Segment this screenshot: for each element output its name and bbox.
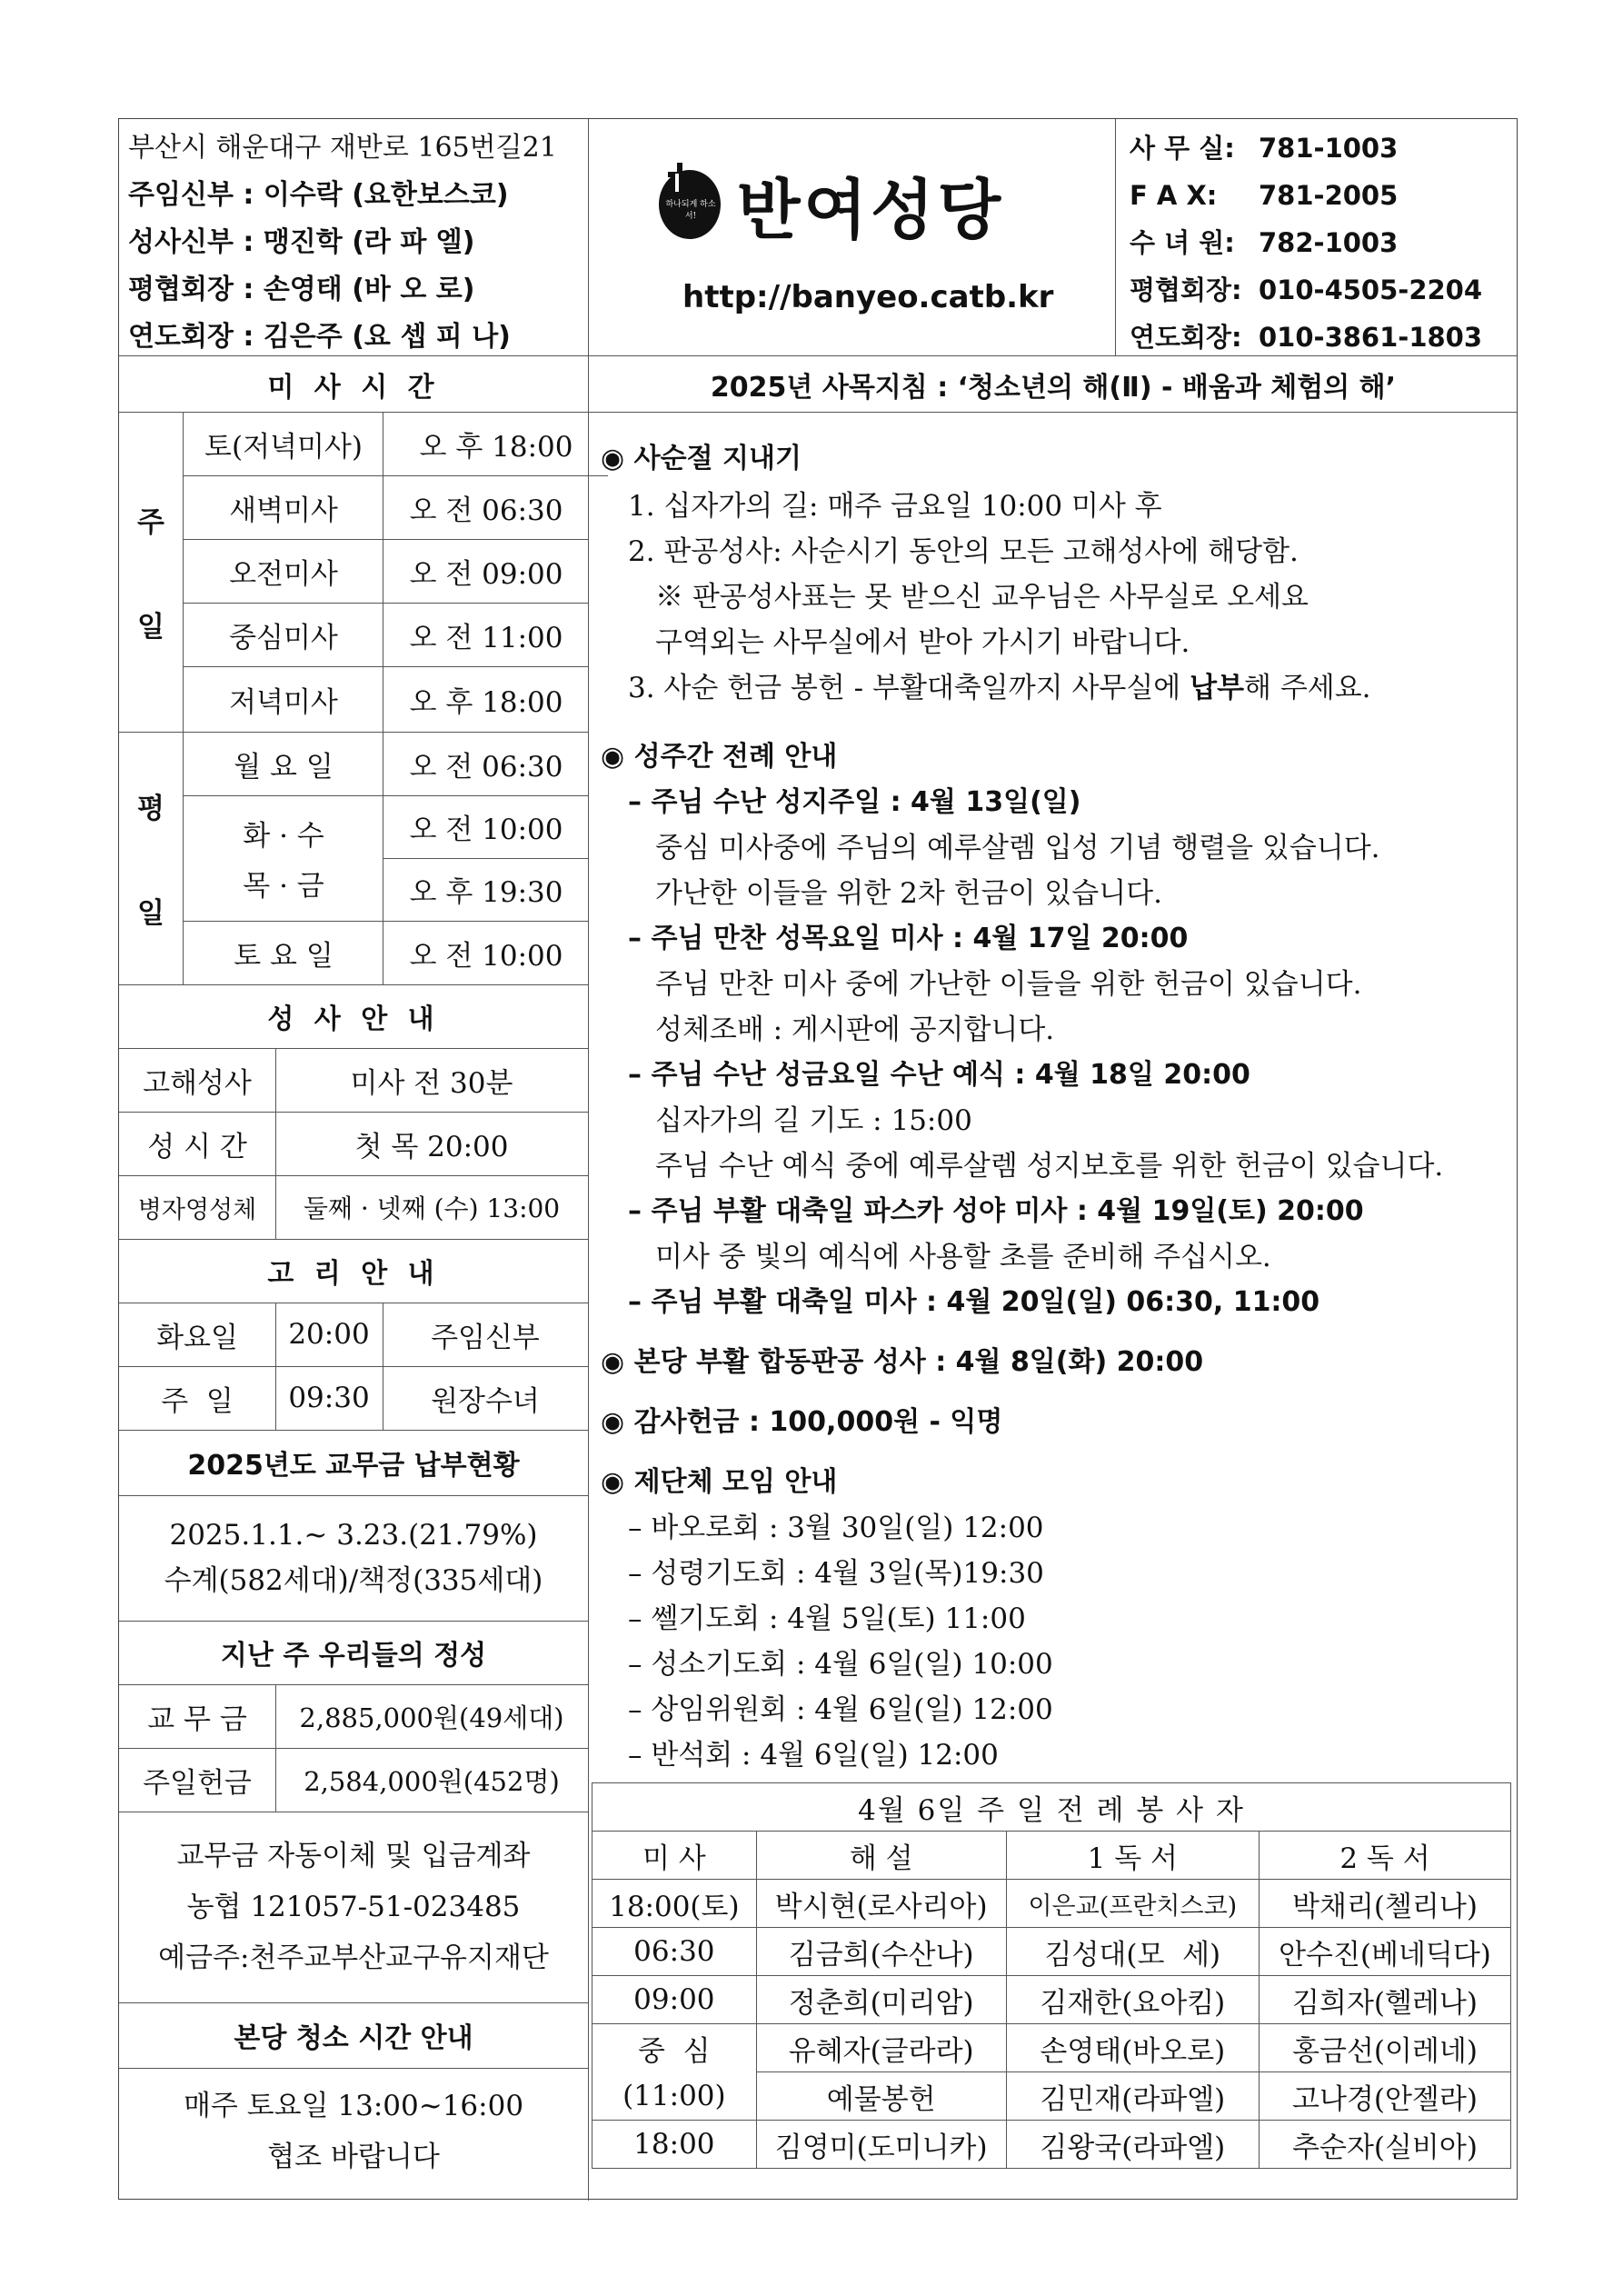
col-header: 미 사 <box>592 1832 757 1880</box>
holy-week-detail: 주님 만찬 미사 중에 가난한 이들을 위한 헌금이 있습니다. <box>655 968 1362 1001</box>
group-meeting: – 성소기도회 : 4월 6일(일) 10:00 <box>628 1648 1053 1681</box>
holy-week-title: ◉ 성주간 전례 안내 <box>601 741 838 773</box>
dues-status: 2025.1.1.~ 3.23.(21.79%) 수계(582세대)/책정(335세대) <box>164 1519 543 1597</box>
church-logo <box>657 161 722 243</box>
catechism-teacher: 주임신부 <box>431 1321 540 1354</box>
mass-time: 오 전 10:00 <box>409 939 563 973</box>
group-meeting: – 성령기도회 : 4월 3일(목)19:30 <box>628 1557 1044 1590</box>
catechism-time: 09:30 <box>288 1382 370 1414</box>
catechism-day: 화요일 <box>156 1321 238 1354</box>
table-row: 09:00 정춘희(미리암) 김재한(요아킴) 김희자(헬레나) <box>592 1976 1511 2024</box>
mass-schedule-title: 미 사 시 간 <box>267 372 440 404</box>
table-row: (11:00) 예물봉헌 김민재(라파엘) 고나경(안젤라) <box>592 2072 1511 2121</box>
lent-item: 1. 십자가의 길: 매주 금요일 10:00 미사 후 <box>628 490 1162 523</box>
contact-office: 사 무 실: 781-1003 <box>1130 133 1399 164</box>
holy-week-heading: – 주님 만찬 성목요일 미사 : 4월 17일 20:00 <box>628 923 1189 954</box>
offering-value: 2,885,000원(49세대) <box>299 1702 564 1733</box>
offering-label: 주일헌금 <box>143 1766 252 1800</box>
mass-time: 오 후 19:30 <box>409 876 563 909</box>
group-meeting: – 상임위원회 : 4월 6일(일) 12:00 <box>628 1693 1053 1726</box>
mass-time: 오 전 11:00 <box>409 621 563 654</box>
sacrament-label: 성 시 간 <box>147 1130 247 1163</box>
sacrament-value: 둘째 · 넷째 (수) 13:00 <box>303 1193 561 1223</box>
staff-assistant: 성사신부 : 맹진학 (라 파 엘) <box>128 226 475 258</box>
website-link[interactable]: http://banyeo.catb.kr <box>682 279 1054 315</box>
holy-week-heading: – 주님 수난 성지주일 : 4월 13일(일) <box>628 786 1081 818</box>
holy-week-detail: 미사 중 빛의 예식에 사용할 초를 준비해 주십시오. <box>655 1241 1271 1273</box>
group-meeting: – 반석회 : 4월 6일(일) 12:00 <box>628 1739 999 1772</box>
table-row: 18:00(토) 박시현(로사리아) 이은교(프란치스코) 박채리(첼리나) <box>592 1880 1511 1928</box>
liturgy-servers-table <box>592 1782 1511 2169</box>
dues-title: 2025년도 교무금 납부현황 <box>187 1450 520 1482</box>
confession-notice: ◉ 본당 부활 합동판공 성사 : 4월 8일(화) 20:00 <box>601 1346 1204 1378</box>
table-row: 중 심 유혜자(글라라) 손영태(바오로) 홍금선(이레네) <box>592 2024 1511 2072</box>
holy-week-detail: 성체조배 : 게시판에 공지합니다. <box>655 1013 1055 1046</box>
table-row: 18:00 김영미(도미니카) 김왕국(라파엘) 추순자(실비아) <box>592 2121 1511 2169</box>
holy-week-heading: – 주님 부활 대축일 미사 : 4월 20일(일) 06:30, 11:00 <box>628 1286 1320 1318</box>
sacrament-label: 병자영성체 <box>137 1195 257 1224</box>
catechism-teacher: 원장수녀 <box>431 1384 540 1418</box>
sacrament-title: 성 사 안 내 <box>267 1003 440 1035</box>
sacrament-label: 고해성사 <box>143 1066 252 1100</box>
staff-pastor: 주임신부 : 이수락 (요한보스코) <box>128 179 509 211</box>
weekday-label: 평 일 <box>137 793 164 930</box>
table-row: 06:30 김금희(수산나) 김성대(모 세) 안수진(베네딕다) <box>592 1928 1511 1976</box>
col-header: 해 설 <box>756 1832 1006 1880</box>
contact-convent: 수 녀 원: 782-1003 <box>1130 227 1399 258</box>
holy-week-detail: 중심 미사중에 주님의 예루살렘 입성 기념 행렬을 있습니다. <box>655 832 1380 864</box>
staff-council: 평협회장 : 손영태 (바 오 로) <box>128 274 475 305</box>
catechism-time: 20:00 <box>288 1318 370 1351</box>
contact-requiem: 연도회장: 010-3861-1803 <box>1130 322 1483 353</box>
mass-name: 중심미사 <box>229 621 338 654</box>
holy-week-heading: – 주님 수난 성금요일 수난 예식 : 4월 18일 20:00 <box>628 1059 1250 1091</box>
mass-name: 월 요 일 <box>234 750 334 784</box>
mass-time: 오 후 18:00 <box>419 430 573 464</box>
sacrament-value: 미사 전 30분 <box>350 1066 513 1100</box>
lent-item: ※ 판공성사표는 못 받으신 교우님은 사무실로 오세요 <box>655 581 1309 614</box>
sunday-label: 주 일 <box>137 506 164 644</box>
contact-fax: F A X: 781-2005 <box>1130 180 1399 211</box>
col-header: 1 독 서 <box>1006 1832 1259 1880</box>
catechism-title: 고 리 안 내 <box>267 1258 440 1290</box>
mass-time: 오 전 06:30 <box>409 750 563 784</box>
mass-name: 토(저녁미사) <box>204 430 363 464</box>
lent-item: 3. 사순 헌금 봉헌 - 부활대축일까지 사무실에 납부해 주세요. <box>628 672 1371 704</box>
holy-week-detail: 가난한 이들을 위한 2차 헌금이 있습니다. <box>655 877 1162 910</box>
offering-label: 교 무 금 <box>147 1702 247 1736</box>
contact-council: 평협회장: 010-4505-2204 <box>1130 275 1483 305</box>
church-name: 반여성당 <box>737 172 1005 248</box>
mass-time: 오 전 09:00 <box>409 557 563 591</box>
offering-value: 2,584,000원(452명) <box>304 1765 560 1797</box>
mass-time: 오 후 18:00 <box>409 685 563 719</box>
lent-item: 2. 판공성사: 사순시기 동안의 모든 고해성사에 해당함. <box>628 535 1299 568</box>
group-meeting: – 쎌기도회 : 4월 5일(토) 11:00 <box>628 1602 1026 1635</box>
holy-week-detail: 주님 수난 예식 중에 예루살렘 성지보호를 위한 헌금이 있습니다. <box>655 1150 1444 1183</box>
mass-name: 토 요 일 <box>234 939 334 973</box>
cleaning-title: 본당 청소 시간 안내 <box>234 2022 473 2054</box>
cleaning-info: 매주 토요일 13:00~16:00 협조 바랍니다 <box>183 2090 524 2173</box>
offering-title: 지난 주 우리들의 정성 <box>220 1640 487 1672</box>
mass-name: 저녁미사 <box>229 685 338 719</box>
mass-name: 화 · 수 목 · 금 <box>243 820 324 903</box>
servers-title: 4월 6일 주 일 전 례 봉 사 자 <box>592 1783 1511 1832</box>
mass-name: 오전미사 <box>229 557 338 591</box>
mass-time: 오 전 10:00 <box>409 814 563 846</box>
thanks-offering: ◉ 감사헌금 : 100,000원 - 익명 <box>601 1406 1003 1438</box>
mass-name: 새벽미사 <box>229 494 338 527</box>
pastoral-guideline: 2025년 사목지침 : ‘청소년의 해(Ⅱ) - 배움과 체험의 해’ <box>710 372 1397 404</box>
holy-week-detail: 십자가의 길 기도 : 15:00 <box>655 1104 972 1137</box>
mass-time: 오 전 06:30 <box>409 494 563 527</box>
bulletin-page <box>118 118 1518 2200</box>
lent-title: ◉ 사순절 지내기 <box>601 443 802 474</box>
address: 부산시 해운대구 재반로 165번길21 <box>128 132 557 164</box>
group-meeting: – 바오로회 : 3월 30일(일) 12:00 <box>628 1512 1044 1544</box>
groups-title: ◉ 제단체 모임 안내 <box>601 1466 838 1498</box>
sacrament-value: 첫 목 20:00 <box>354 1130 509 1163</box>
header-info <box>128 125 582 361</box>
bank-account-info: 교무금 자동이체 및 입금계좌 농협 121057-51-023485 예금주:천주교부산교구유지재단 <box>158 1840 549 1974</box>
lent-item: 구역외는 사무실에서 받아 가시기 바랍니다. <box>655 626 1190 659</box>
staff-requiem: 연도회장 : 김은주 (요 셉 피 나) <box>128 321 511 353</box>
logo-text: 하나되게 하소서! <box>665 200 716 221</box>
contact-info <box>1130 125 1511 361</box>
col-header: 2 독 서 <box>1259 1832 1510 1880</box>
holy-week-heading: – 주님 부활 대축일 파스카 성야 미사 : 4월 19일(토) 20:00 <box>628 1195 1364 1227</box>
catechism-day: 주 일 <box>161 1384 234 1418</box>
